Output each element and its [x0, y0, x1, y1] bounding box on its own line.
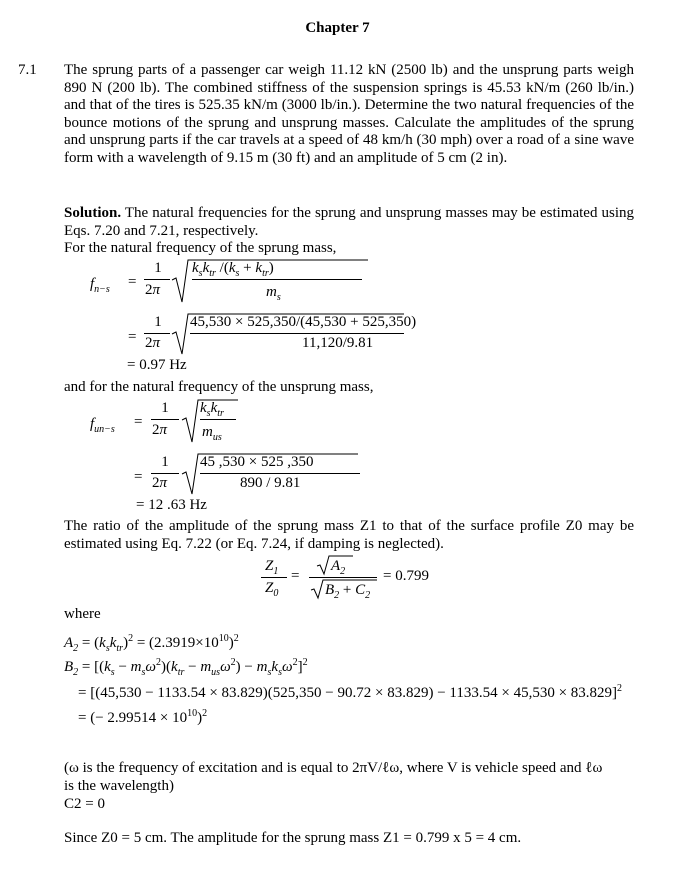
omega-note: (ω is the frequency of excitation and is equal to 2πV/ℓω, where V is vehicle speed and ℓω: [64, 760, 603, 776]
omega-note-cont: is the wavelength): [64, 778, 174, 794]
b2-result: = (− $2.99514 \times 10^{10})^2$: [78, 708, 208, 726]
sprung-intro: For the natural frequency of the sprung mass,: [64, 240, 337, 256]
a2-equation: $A_2 = (k_sk_{tr})^2 = (2.3919\times 10^{10})^2$: [64, 633, 239, 654]
problem-number: 7.1: [18, 62, 37, 78]
solution-intro: [64, 205, 634, 240]
c2-equation: C2 = 0: [64, 796, 105, 812]
solution-label: Solution.: [64, 205, 122, 221]
unsprung-numerator: 45 ,530 × 525 ,350: [200, 454, 314, 470]
sprung-denominator: 11,120/9.81: [302, 335, 374, 351]
final-answer: Since Z0 = 5 cm. The amplitude for the sprung mass Z1 = 0.799 x 5 = 4 cm.: [64, 830, 522, 846]
chapter-title: Chapter 7: [305, 20, 370, 36]
solution-intro-text: The natural frequencies for the sprung and unsprung masses may be estimated using Eqs. 7.20 and 7.21, respectively.: [64, 205, 634, 239]
sprung-numerator: 45,530 × 525,350/(45,530 + 525,350): [190, 314, 417, 330]
sprung-result: = 0.97 Hz: [127, 357, 187, 373]
b2-equation: $B_2 = [(k_s - m_s\omega^2)(k_{tr} - m_{us}\omega^2) - m_sk_s\omega^2]^2$: [64, 657, 308, 678]
problem-statement: The sprung parts of a passenger car weigh 11.12 kN (2500 lb) and the unsprung parts weigh 890 N (200 lb). The combined stiffness of the suspension springs is 45.53 kN/m (260 lb/in.) and that of the tires is 525.35 kN/m (3000 lb/in.). Determine the two natural frequencies of the bounce motions of the sprung and unsprung masses. Calculate the amplitudes of the sprung and unsprung parts if the car travels at a speed of 48 km/h (30 mph) over a road of a sine wave form with a wavelength of 9.15 m (30 ft) and an amplitude of 5 cm (2 in).: [64, 62, 634, 166]
unsprung-intro: and for the natural frequency of the unsprung mass,: [64, 379, 374, 395]
ratio-text: The ratio of the amplitude of the sprung mass Z1 to that of the surface profile Z0 may be estimated using Eq. 7.22 (or Eq. 7.24, if damping is neglected).: [64, 518, 634, 552]
unsprung-denominator: 890 / 9.81: [240, 475, 301, 491]
ratio-value: = 0.799: [383, 568, 429, 584]
unsprung-result: = 12 .63 Hz: [136, 497, 207, 513]
where-label: where: [64, 606, 101, 622]
b2-numeric: = $[(45,530 - 1133.54 \times 83.829)(525,350 - 90.72 \times 83.829) - 1133.54 \times 45,530 \times 83.829]^2$: [78, 683, 623, 701]
